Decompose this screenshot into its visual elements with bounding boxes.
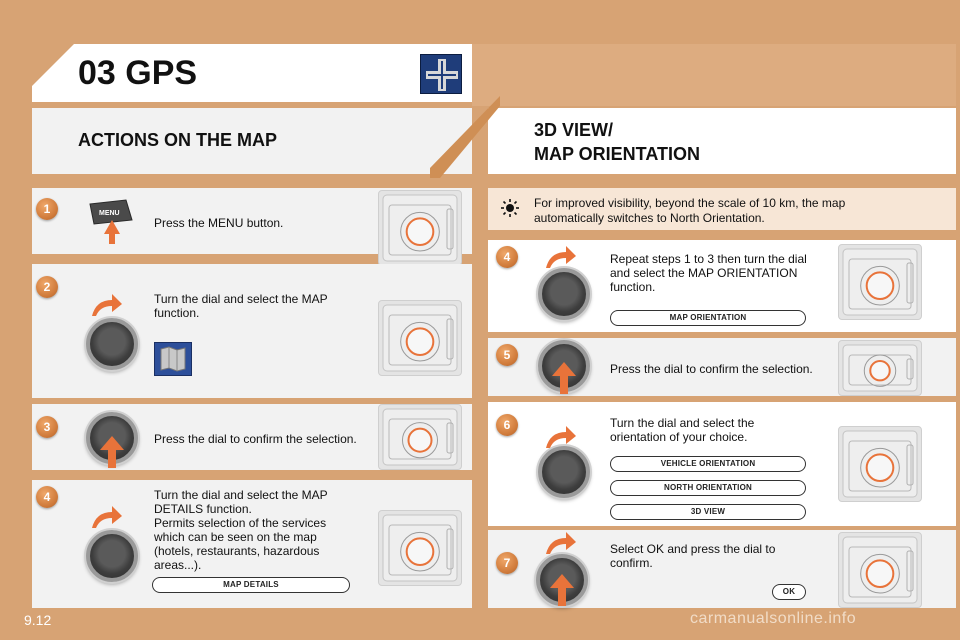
- info-text: [534, 196, 934, 226]
- dial-knob-icon: [86, 530, 138, 582]
- text-line: orientation of your choice.: [610, 430, 748, 444]
- radio-control-drawing: [379, 405, 461, 469]
- crossroad-icon: [420, 54, 462, 94]
- info-line: automatically switches to North Orientation.: [534, 211, 765, 225]
- pill-ok: OK: [772, 584, 806, 600]
- radio-panel-image: [378, 300, 462, 376]
- step-badge-4-right: 4: [496, 246, 518, 268]
- pill-3d-view: 3D VIEW: [610, 504, 806, 520]
- rotate-arrow-icon: [88, 292, 124, 318]
- step-badge-3: 3: [36, 416, 58, 438]
- radio-panel-image: [838, 340, 922, 396]
- step-badge-2: 2: [36, 276, 58, 298]
- text-line: areas...).: [154, 558, 202, 572]
- radio-panel-image: [838, 426, 922, 502]
- step-4-left-text: [154, 488, 328, 572]
- text-line: and select the MAP ORIENTATION: [610, 266, 798, 280]
- text-line: (hotels, restaurants, hazardous: [154, 544, 320, 558]
- text-line: Permits selection of the services: [154, 516, 327, 530]
- pill-map-orientation: MAP ORIENTATION: [610, 310, 806, 326]
- radio-control-drawing: [839, 245, 921, 319]
- text-line: DETAILS function.: [154, 502, 252, 516]
- section-title-actions: ACTIONS ON THE MAP: [78, 130, 278, 150]
- section-title-map-orientation: MAP ORIENTATION: [534, 144, 700, 164]
- dial-knob-icon: [538, 446, 590, 498]
- text-line: Turn the dial and select the MAP: [154, 292, 328, 306]
- contour-background: [472, 44, 956, 106]
- pill-map-details: MAP DETAILS: [152, 577, 350, 593]
- menu-button-icon: [86, 196, 138, 246]
- step-6-text: [610, 416, 754, 444]
- radio-control-drawing: [839, 341, 921, 395]
- radio-panel-image: [378, 404, 462, 470]
- rotate-arrow-icon: [542, 530, 578, 556]
- text-line: Repeat steps 1 to 3 then turn the dial: [610, 252, 807, 266]
- radio-control-drawing: [379, 191, 461, 265]
- step-badge-5: 5: [496, 344, 518, 366]
- section-title-3d-view: 3D VIEW/: [534, 120, 614, 140]
- text-line: function.: [610, 280, 656, 294]
- text-line: Turn the dial and select the MAP: [154, 488, 328, 502]
- sun-icon: [500, 198, 520, 218]
- text-line: Turn the dial and select the: [610, 416, 755, 430]
- rotate-arrow-icon: [88, 504, 124, 530]
- page-title: 03 GPS: [78, 54, 198, 92]
- press-arrow-icon: [98, 436, 126, 468]
- map-function-icon: [154, 342, 192, 376]
- step-5-text: Press the dial to confirm the selection.: [610, 362, 813, 376]
- radio-panel-image: [838, 532, 922, 608]
- press-arrow-icon: [548, 574, 576, 606]
- radio-control-drawing: [839, 533, 921, 607]
- radio-control-drawing: [379, 511, 461, 585]
- radio-control-drawing: [379, 301, 461, 375]
- radio-panel-image: [378, 510, 462, 586]
- step-badge-4-left: 4: [36, 486, 58, 508]
- step-4-right-text: [610, 252, 807, 294]
- text-line: confirm.: [610, 556, 653, 570]
- step-badge-7: 7: [496, 552, 518, 574]
- text-line: function.: [154, 306, 200, 320]
- radio-panel-image: [838, 244, 922, 320]
- step-3-text: Press the dial to confirm the selection.: [154, 432, 357, 446]
- step-1-text: Press the MENU button.: [154, 216, 284, 230]
- step-badge-1: 1: [36, 198, 58, 220]
- radio-panel-image: [378, 190, 462, 266]
- menu-button-label: MENU: [99, 210, 120, 217]
- dial-knob-icon: [86, 318, 138, 370]
- press-arrow-icon: [550, 362, 578, 394]
- rotate-arrow-icon: [542, 244, 578, 270]
- text-line: Select OK and press the dial to: [610, 542, 776, 556]
- step-2-text: [154, 292, 328, 320]
- page-number: 9.12: [24, 612, 52, 628]
- info-line: For improved visibility, beyond the scale of 10 km, the map: [534, 196, 846, 210]
- step-7-text: [610, 542, 775, 570]
- step-badge-6: 6: [496, 414, 518, 436]
- watermark: carmanualsonline.info: [690, 610, 857, 627]
- dial-knob-icon: [538, 268, 590, 320]
- radio-control-drawing: [839, 427, 921, 501]
- pill-vehicle-orientation: VEHICLE ORIENTATION: [610, 456, 806, 472]
- pill-north-orientation: NORTH ORIENTATION: [610, 480, 806, 496]
- text-line: which can be seen on the map: [154, 530, 317, 544]
